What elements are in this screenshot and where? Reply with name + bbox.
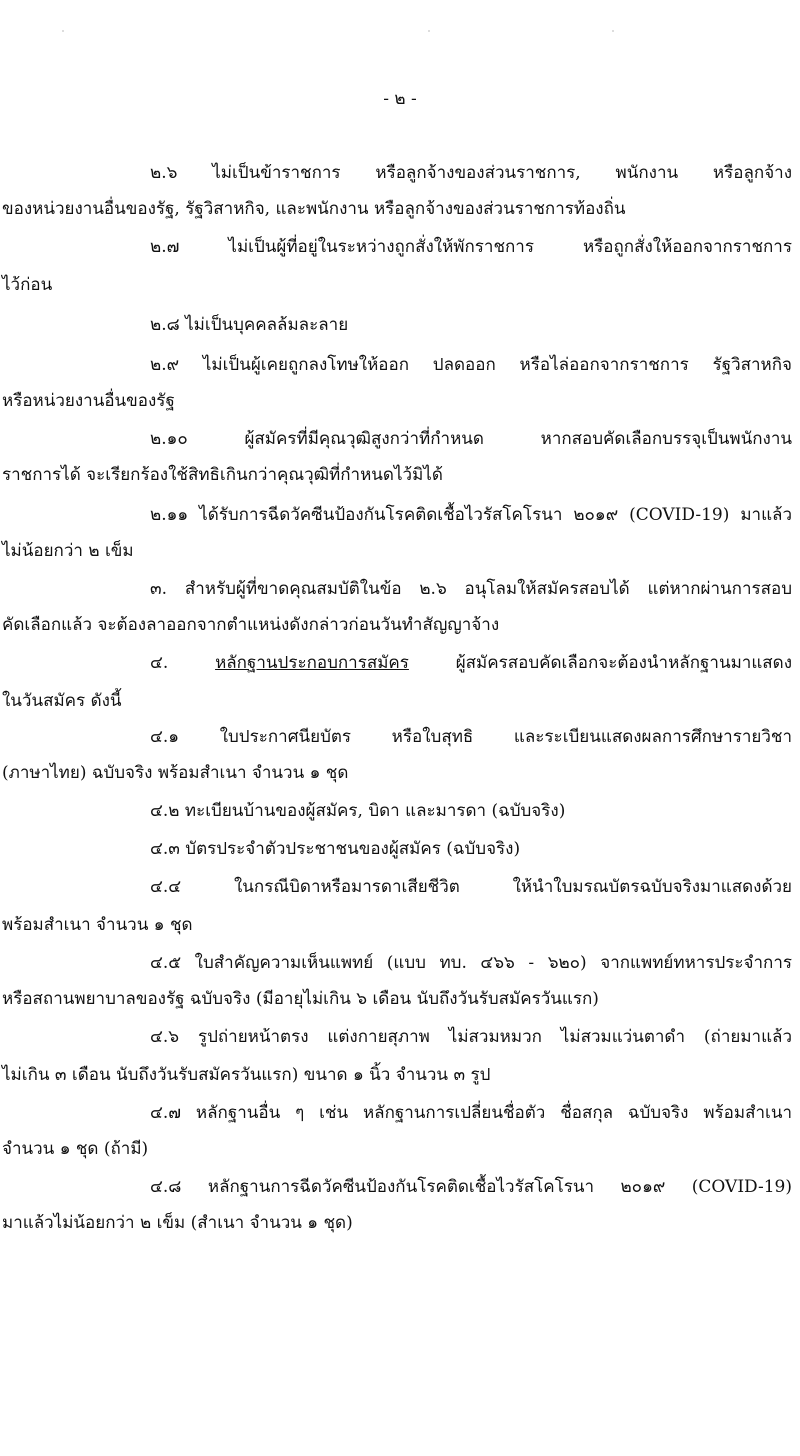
- item-line-1: ๔.๒ ทะเบียนบ้านของผู้สมัคร, บิดา และมารดา (ฉบับจริง): [150, 801, 566, 821]
- item-line-2: คัดเลือกแล้ว จะต้องลาออกจากตำแหน่งดังกล่าวก่อนวันทำสัญญาจ้าง: [2, 615, 500, 635]
- item-line-2: ของหน่วยงานอื่นของรัฐ, รัฐวิสาหกิจ, และพนักงาน หรือลูกจ้างของส่วนราชการท้องถิ่น: [2, 199, 626, 219]
- item-line-1: ๔.๗ หลักฐานอื่น ๆ เช่น หลักฐานการเปลี่ยนชื่อตัว ชื่อสกุล ฉบับจริง พร้อมสำเนา: [150, 1103, 792, 1123]
- item-line-2: ไว้ก่อน: [2, 275, 53, 295]
- item-line-1: ๒.๙ ไม่เป็นผู้เคยถูกลงโทษให้ออก ปลดออก หรือไล่ออกจากราชการ รัฐวิสาหกิจ: [150, 355, 792, 375]
- page-number: - ๒ -: [383, 89, 417, 109]
- item-line-1: ๒.๗ ไม่เป็นผู้ที่อยู่ในระหว่างถูกสั่งให้พักราชการ หรือถูกสั่งให้ออกจากราชการ: [150, 237, 792, 257]
- item-line-1: ๓. สำหรับผู้ที่ขาดคุณสมบัติในข้อ ๒.๖ อนุโลมให้สมัครสอบได้ แต่หากผ่านการสอบ: [150, 579, 792, 599]
- item-line-2: จำนวน ๑ ชุด (ถ้ามี): [2, 1139, 149, 1159]
- item-line-1: [150, 646, 792, 680]
- item-line-2: หรือสถานพยาบาลของรัฐ ฉบับจริง (มีอายุไม่เกิน ๖ เดือน นับถึงวันรับสมัครวันแรก): [2, 989, 599, 1009]
- item-line-1: ๔.๑ ใบประกาศนียบัตร หรือใบสุทธิ และระเบียนแสดงผลการศึกษารายวิชา: [150, 727, 792, 747]
- item-line-1: ๒.๘ ไม่เป็นบุคคลล้มละลาย: [150, 315, 349, 335]
- scan-speck: [62, 30, 64, 32]
- item-line-1: ๔.๓ บัตรประจำตัวประชาชนของผู้สมัคร (ฉบับจริง): [150, 839, 521, 859]
- item-line-1: ๒.๑๑ ได้รับการฉีดวัคซีนป้องกันโรคติดเชื้อไวรัสโคโรนา ๒๐๑๙ (COVID-19) มาแล้ว: [150, 505, 792, 525]
- scan-speck: [428, 30, 430, 32]
- item-line-2: ไม่เกิน ๓ เดือน นับถึงวันรับสมัครวันแรก) ขนาด ๑ นิ้ว จำนวน ๓ รูป: [2, 1065, 491, 1085]
- item-line-2: (ภาษาไทย) ฉบับจริง พร้อมสำเนา จำนวน ๑ ชุด: [2, 763, 349, 783]
- item-line-1: ๒.๑๐ ผู้สมัครที่มีคุณวุฒิสูงกว่าที่กำหนด หากสอบคัดเลือกบรรจุเป็นพนักงาน: [150, 429, 792, 449]
- item-line-2: ไม่น้อยกว่า ๒ เข็ม: [2, 541, 134, 561]
- section-number: ๔.: [150, 653, 216, 673]
- item-line-2: ราชการได้ จะเรียกร้องใช้สิทธิเกินกว่าคุณวุฒิที่กำหนดไว้มิได้: [2, 465, 443, 485]
- item-line-1: ๔.๘ หลักฐานการฉีดวัคซีนป้องกันโรคติดเชื้อไวรัสโคโรนา ๒๐๑๙ (COVID-19): [150, 1177, 792, 1197]
- section-text: ผู้สมัครสอบคัดเลือกจะต้องนำหลักฐานมาแสดง: [408, 653, 792, 673]
- item-line-1: ๔.๔ ในกรณีบิดาหรือมารดาเสียชีวิต ให้นำใบมรณบัตรฉบับจริงมาแสดงด้วย: [150, 877, 792, 897]
- section-heading: หลักฐานประกอบการสมัคร: [215, 653, 409, 673]
- item-line-2: หรือหน่วยงานอื่นของรัฐ: [2, 391, 175, 411]
- scan-speck: [612, 30, 614, 32]
- item-line-1: ๔.๕ ใบสำคัญความเห็นแพทย์ (แบบ ทบ. ๔๖๖ - ๖๒๐) จากแพทย์ทหารประจำการ: [150, 953, 792, 973]
- item-line-1: ๔.๖ รูปถ่ายหน้าตรง แต่งกายสุภาพ ไม่สวมหมวก ไม่สวมแว่นตาดำ (ถ่ายมาแล้ว: [150, 1027, 792, 1047]
- item-line-2: มาแล้วไม่น้อยกว่า ๒ เข็ม (สำเนา จำนวน ๑ ชุด): [2, 1213, 353, 1233]
- item-line-2: ในวันสมัคร ดังนี้: [2, 691, 122, 711]
- item-line-1: ๒.๖ ไม่เป็นข้าราชการ หรือลูกจ้างของส่วนราชการ, พนักงาน หรือลูกจ้าง: [150, 163, 792, 183]
- item-line-2: พร้อมสำเนา จำนวน ๑ ชุด: [2, 915, 193, 935]
